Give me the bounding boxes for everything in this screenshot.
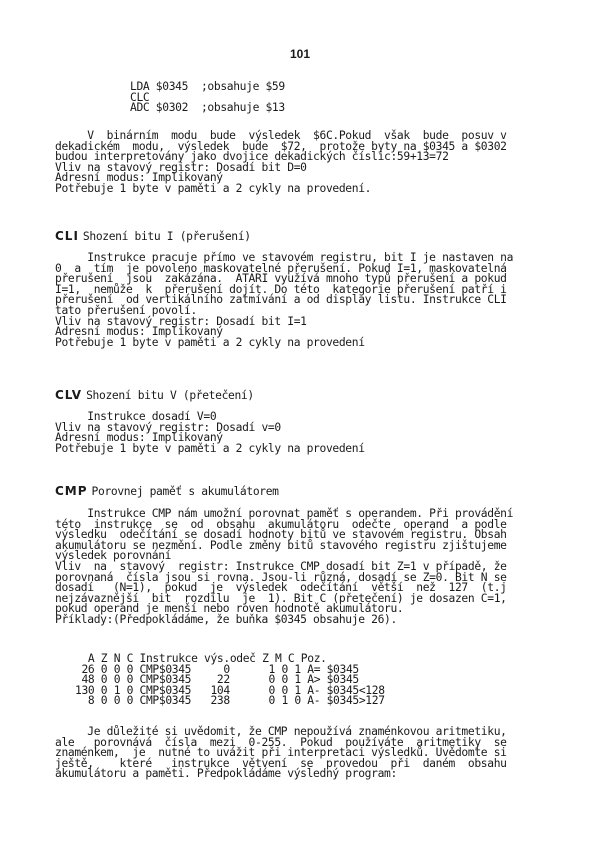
table-row: 130 0 1 0 CMP$0345 104 0 0 1 A- $0345<128: [75, 683, 385, 697]
paragraph-line: Instrukce pracuje přímo ve stavovém registru, bit I je nastaven na: [55, 251, 514, 264]
section-title: Shození bitu V (přetečení): [86, 389, 254, 402]
cmp-note: [55, 727, 567, 780]
paragraph-line: I=1, nemůže k přerušení dojít. Do této kategorie přerušení patří i: [55, 282, 507, 296]
table-row: 48 0 0 0 CMP$0345 22 0 0 1 A> $0345: [75, 673, 359, 687]
status-register-line: Vliv na stavový registr: Dosadí bit D=0: [55, 160, 307, 174]
clv-heading: [55, 389, 567, 402]
paragraph-line: Vliv na stavový registr: Instrukce CMP dosadí bit Z=1 v případě, že: [55, 559, 507, 573]
status-register-line: Vliv na stavový registr: Dosadí bit I=1: [55, 314, 307, 328]
paragraph-line: dekadickém modu, výsledek bude $72, protože byty na $0345 a $0302: [55, 139, 507, 153]
paragraph-line: Instrukce CMP nám umožní porovnat paměť s operandem. Při provádění: [55, 507, 514, 520]
cli-heading: [55, 230, 567, 243]
paragraph-line: porovnaná čísla jsou si rovna. Jsou-li různá, dosadí se Z=0. Bit N se: [55, 570, 507, 584]
addressing-mode-line: Adresní modus: Implikovaný: [55, 325, 223, 339]
paragraph-line: znaménkem, je nutné to uvážit při interpretaci výsledků. Uvědomte si: [55, 746, 507, 760]
addressing-mode-line: Adresní modus: Implikovaný: [55, 171, 223, 185]
cmp-example-table: [75, 654, 587, 707]
paragraph-line: dosadí (N=1), pokud je výsledek odečítání větší než 127 (t.j: [55, 581, 507, 595]
examples-line: Příklady:(Předpokládáme, že buňka $0345 obsahuje 26).: [55, 612, 397, 626]
code-line: ADC $0302 ;obsahuje $13: [130, 101, 285, 115]
paragraph-line: přerušení od vertikálního zatmívání a od display listu. Instrukce CLI: [55, 293, 507, 307]
page-number: 101: [289, 47, 311, 61]
status-register-line: Vliv na stavový registr: Dosadí v=0: [55, 420, 281, 434]
cli-section: [55, 230, 567, 348]
cycles-line: Potřebuje 1 byte v paměti a 2 cykly na provedení.: [55, 181, 372, 195]
cmp-heading: [55, 485, 567, 498]
paragraph-line: Instrukce dosadí V=0: [55, 410, 217, 423]
paragraph-line: akumulátoru se nezmění. Podle změny bitů stavového registru zjištujeme: [55, 538, 507, 552]
opcode-label: CLV: [55, 388, 83, 402]
code-line: LDA $0345 ;obsahuje $59: [130, 80, 285, 93]
paragraph-line: ale porovnává čísla mezi 0-255. Pokud používáte aritmetiky se: [55, 735, 507, 749]
paragraph-line: této instrukce se od obsahu akumulátoru odečte operand a podle: [55, 517, 507, 531]
opcode-label: CMP: [55, 484, 88, 498]
cmp-section: [55, 485, 567, 626]
cycles-line: Potřebuje 1 byte v paměti a 2 cykly na provedení: [55, 441, 365, 455]
paragraph-line: Je důležité si uvědomit, že CMP nepoužívá znaménkovou aritmetiku,: [55, 725, 507, 738]
addressing-mode-line: Adresní modus: Implikovaný: [55, 431, 223, 445]
section-title: Porovnej paměť s akumulátorem: [91, 485, 279, 498]
paragraph-line: 0 a tím je povoleno maskovatelné přerušení. Pokud I=1, maskovatelná: [55, 261, 507, 275]
clv-section: [55, 389, 567, 454]
code-listing: [130, 82, 600, 114]
paragraph-line: V binárním modu bude výsledek $6C.Pokud však bude posuv v: [55, 129, 507, 142]
code-line: CLC: [130, 90, 150, 104]
paragraph-line: přerušení jsou zakázána. ATARI využívá mnoho typů přerušení a pokud: [55, 272, 507, 286]
paragraph-line: výsledku odečítání se dosadí hodnoty bitů ve stavovém registru. Obsah: [55, 528, 507, 542]
paragraph-line: pokud operand je menší nebo roven hodnotě akumulátoru.: [55, 602, 404, 616]
section-title: Shození bitu I (přerušení): [82, 230, 251, 243]
table-row: 26 0 0 0 CMP$0345 0 1 0 1 A= $0345: [75, 662, 359, 676]
intro-section: [55, 131, 567, 195]
cycles-line: Potřebuje 1 byte v paměti a 2 cykly na provedení: [55, 335, 365, 349]
paragraph-line: ještě, které instrukce větvení se provedou při daném obsahu: [55, 756, 507, 770]
paragraph-line: nejzávaznější bit rozdílu je 1). Bit C (přetečení) je dosazen C=1,: [55, 591, 507, 605]
opcode-label: CLI: [55, 229, 79, 243]
table-row: 8 0 0 0 CMP$0345 238 0 1 0 A- $0345>127: [75, 694, 385, 708]
paragraph-line: budou interpretovány jako dvojice dekadických číslic:59+13=72: [55, 150, 449, 164]
paragraph-line: akumulátoru a paměti. Předpokládáme výsledný program:: [55, 767, 397, 781]
table-header: A Z N C Instrukce výs.odeč Z M C Poz.: [75, 652, 327, 665]
paragraph-line: výsledek porovnání: [55, 549, 172, 563]
paragraph-line: tato přerušení povolí.: [55, 303, 197, 317]
